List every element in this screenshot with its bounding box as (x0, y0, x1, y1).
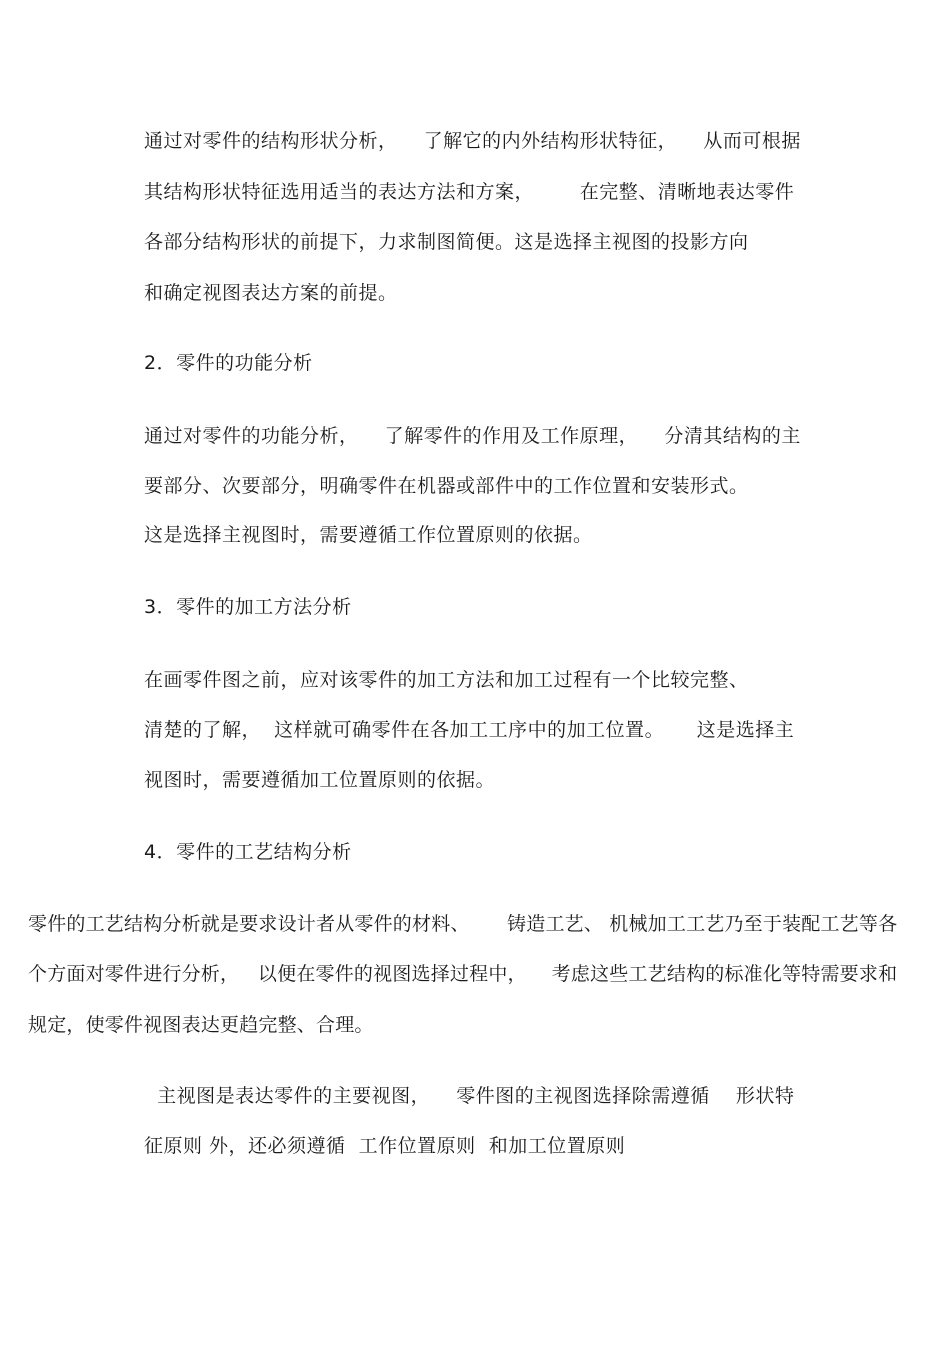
paragraph-4-line-2: 个方面对零件进行分析， 以便在零件的视图选择过程中， 考虑这些工艺结构的标准化等特需要求和 (28, 963, 898, 985)
paragraph-1-line-4: 和确定视图表达方案的前提。 (144, 282, 398, 304)
paragraph-3-line-1: 在画零件图之前，应对该零件的加工方法和加工过程有一个比较完整、 (144, 669, 749, 691)
paragraph-1-line-3: 各部分结构形状的前提下，力求制图简便。这是选择主视图的投影方向 (144, 231, 749, 253)
section-heading-3: 3．零件的加工方法分析 (144, 596, 352, 618)
paragraph-3-line-3: 视图时，需要遵循加工位置原则的依据。 (144, 769, 496, 791)
paragraph-2-line-2: 要部分、次要部分，明确零件在机器或部件中的工作位置和安装形式。 (144, 475, 749, 497)
paragraph-1-line-1: 通过对零件的结构形状分析， 了解它的内外结构形状特征， 从而可根据 (144, 130, 801, 152)
paragraph-3-line-2: 清楚的了解， 这样就可确零件在各加工工序中的加工位置。 这是选择主 (144, 719, 795, 741)
paragraph-4-line-3: 规定，使零件视图表达更趋完整、合理。 (28, 1014, 374, 1036)
paragraph-5-line-1: 主视图是表达零件的主要视图， 零件图的主视图选择除需遵循 形状特 (144, 1085, 795, 1107)
section-heading-2: 2．零件的功能分析 (144, 352, 313, 374)
paragraph-2-line-3: 这是选择主视图时，需要遵循工作位置原则的依据。 (144, 524, 593, 546)
paragraph-4-line-1: 零件的工艺结构分析就是要求设计者从零件的材料、 铸造工艺、 机械加工工艺乃至于装配工艺等各 (28, 913, 898, 935)
paragraph-5-line-2: 征原则 外，还必须遵循 工作位置原则 和加工位置原则 (144, 1135, 626, 1157)
section-heading-4: 4．零件的工艺结构分析 (144, 841, 352, 863)
paragraph-1-line-2: 其结构形状特征选用适当的表达方法和方案， 在完整、清晰地表达零件 (144, 181, 795, 203)
paragraph-2-line-1: 通过对零件的功能分析， 了解零件的作用及工作原理， 分清其结构的主 (144, 425, 801, 447)
